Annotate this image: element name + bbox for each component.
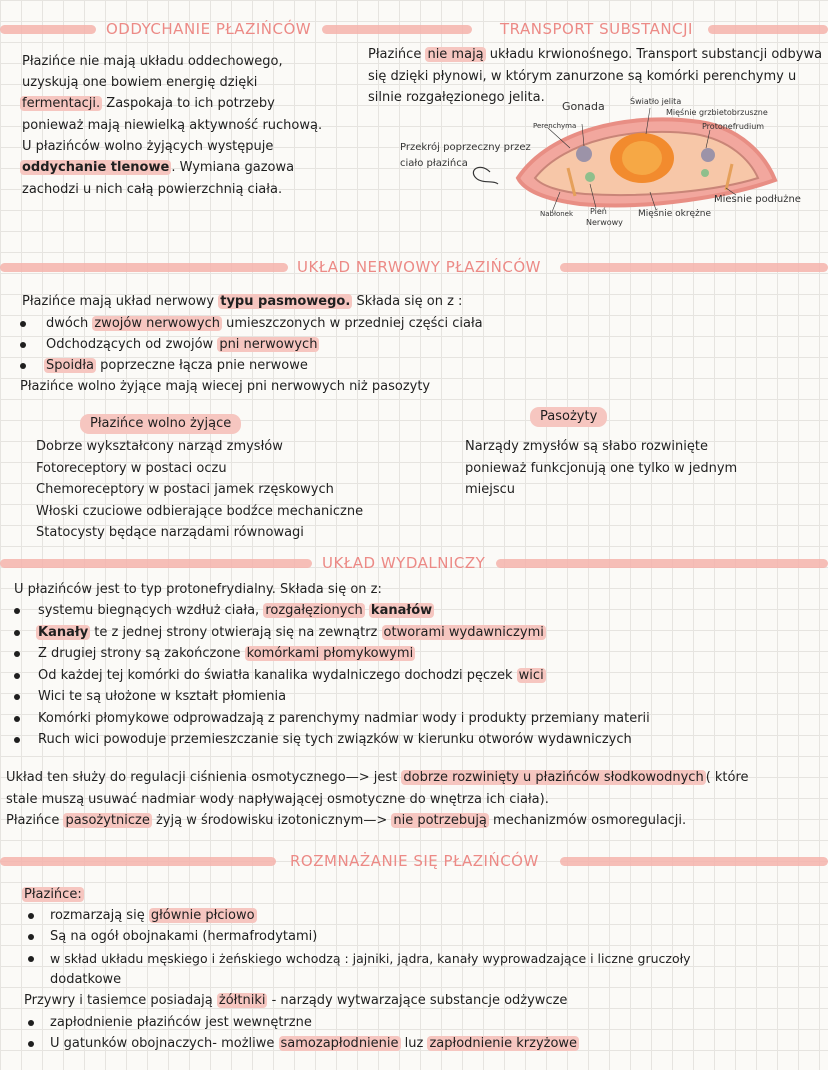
header-bar [496,559,828,568]
text-line: ponieważ mają niewielką aktywność ruchową. [22,118,323,133]
text-line [6,769,749,787]
text-line: Płazińce nie mają układu oddechowego, [22,54,283,69]
text: umieszczonych w przedniej części ciała [221,316,483,331]
text: ( które [705,770,749,785]
text: luz [400,1036,428,1051]
bullet [14,694,20,700]
bullet [20,321,26,327]
bullet [28,1020,34,1026]
text: Zaspokaja to ich potrzeby [102,96,275,111]
text-line: ponieważ funkcjonują one tylko w jednym [465,461,738,476]
text: poprzeczne łącza pnie nerwowe [95,358,308,373]
bullet [28,913,34,919]
text: dwóch [46,316,93,331]
text-line [6,812,686,830]
text: żyją w środowisku izotonicznym—> [151,813,392,828]
text: mechanizmów osmoregulacji. [488,813,687,828]
text-line: stale muszą usuwać nadmiar wody napływającej osmotyczne do wnętrza ich ciała). [6,792,549,807]
text-line: Płazińce wolno żyjące mają wiecej pni nerwowych niż pasozyty [20,379,431,394]
text-line: uzyskują one bowiem energię dzięki [22,75,258,90]
highlight: zapłodnienie krzyżowe [429,1036,578,1051]
text-line: U płazińców jest to typ protonefrydialny. Składa się on z: [14,582,382,597]
cross-section-diagram [400,97,828,230]
highlight: Spoidła [46,358,94,373]
text: te z jednej strony otwierają się na zewnątrz [90,625,382,640]
bullet-item: Wici te są ułożone w kształt płomienia [38,689,287,704]
bullet [28,934,34,940]
highlight: pasożytnicze [65,813,150,828]
list-item: Włoski czuciowe odbierające bodźce mechaniczne [36,504,364,519]
bullet-item: w skład układu męskiego i żeńskiego wchodzą : jajniki, jądra, kanały wyprowadzające i liczne gruczoły [50,951,691,966]
highlight: samozapłodnienie [280,1036,399,1051]
label-miesnie-podluzne: Miesnie podłużne [714,194,801,205]
text: rozmarzają się [50,908,149,923]
highlight: pni nerwowych [219,337,318,352]
text: Od każdej tej komórki do światła kanalika wydalniczego dochodzi pęczek [38,668,517,683]
highlight: rozgałęzionych [265,603,363,618]
bullet-item [38,602,434,620]
text-line [22,293,462,311]
text: Płazińce mają układ nerwowy [22,294,219,309]
highlight: otworami wydawniczymi [383,625,544,640]
bullet-item [36,624,546,642]
bullet-item [44,357,308,375]
highlight: nie potrzebują [393,813,487,828]
text: Układ ten służy do regulacji ciśnienia osmotycznego—> jest [6,770,402,785]
section-title-oddychanie: ODDYCHANIE PŁAZIŃCÓW [106,20,312,38]
diagram-caption: ciało płazińca [400,158,468,169]
text: U gatunków obojnaczych- możliwe [50,1036,279,1051]
label-miesnie-okrezne: Mięśnie okrężne [638,209,712,219]
bullet-item [50,1035,579,1053]
highlight: oddychanie tlenowe [22,160,170,175]
text-line: Narządy zmysłów są słabo rozwinięte [465,439,708,454]
text: Przywry i tasiemce posiadają [24,993,217,1008]
label-pien: Pień [590,207,607,216]
bullet [14,651,20,657]
section-title-transport: TRANSPORT SUBSTANCJI [500,20,693,38]
text-line [20,95,275,113]
bullet [20,342,26,348]
label-perenchyma: Perenchyma [533,122,577,130]
subheading-parasites: Pasożyty [530,407,607,427]
highlight: wici [518,668,544,683]
highlight: głównie płciowo [150,908,255,923]
header-bar [0,25,96,34]
section-title-wydalniczy: UKŁAD WYDALNICZY [322,554,486,572]
text-line: zachodzi u nich całą powierzchnią ciała. [22,182,283,197]
bullet-item [50,907,257,925]
list-item: Fotoreceptory w postaci oczu [36,461,227,476]
bullet-item [38,667,546,685]
text: Płazińce [6,813,64,828]
text: Płazińce [368,47,426,62]
text: Odchodzących od zwojów [46,337,218,352]
bullet [28,1041,34,1047]
text-line: silnie rozgałęzionego jelita. [368,90,545,105]
highlight: Płazińce: [24,887,82,902]
highlight: fermentacji. [22,96,101,111]
text: - narządy wytwarzające substancje odżywcze [267,993,568,1008]
bullet-item: Ruch wici powoduje przemieszczanie się tych związków w kierunku otworów wydawniczych [38,732,632,747]
bullet-item [46,336,319,354]
label-swiatlo-jelita: Światło jelita [630,97,682,106]
text: . Wymiana gazowa [171,160,295,175]
text-line: U płazińców wolno żyjących występuje [22,139,274,154]
text: Składa się on z : [352,294,463,309]
bullet-item-continuation: dodatkowe [50,972,122,987]
header-bar [0,263,288,272]
header-bar [560,263,828,272]
bullet [14,737,20,743]
text: systemu biegnących wzdłuż ciała, [38,603,264,618]
header-bar [0,559,312,568]
bullet [20,363,26,369]
subheading-free-living: Płazińce wolno żyjące [80,414,241,434]
highlight: kanałów [370,603,433,618]
highlight: typu pasmowego. [220,294,351,309]
bullet [14,673,20,679]
text: Z drugiej strony są zakończone [38,646,245,661]
label-nerwowy: Nerwowy [586,218,623,227]
header-bar [0,857,276,866]
list-item: Dobrze wykształcony narząd zmysłów [36,439,283,454]
bullet-item [38,645,415,663]
bullet-item [46,315,483,333]
bullet-item: Komórki płomykowe odprowadzają z parenchymy nadmiar wody i produkty przemiany materii [38,711,650,726]
list-item: Statocysty będące narządami równowagi [36,525,304,540]
label-miesnie-grzbietobrzuszne: Mięśnie grzbietobrzuszne [666,108,768,117]
text-line [20,159,294,177]
diagram-caption: Przekrój poprzeczny przez [400,142,531,153]
text-line [22,886,84,904]
text-line [24,992,567,1010]
text-line: się dzięki płynowi, w którym zanurzone są komórki perenchymy u [368,69,797,84]
section-title-nerwowy: UKŁAD NERWOWY PŁAZIŃCÓW [297,258,542,276]
header-bar [560,857,828,866]
text: układu krwionośnego. Transport substancji odbywa [485,47,823,62]
text-line [368,46,822,64]
section-title-rozmnazanie: ROZMNAŻANIE SIĘ PŁAZIŃCÓW [290,852,539,870]
label-gonada: Gonada [562,100,605,113]
bullet [14,630,20,636]
label-nablonek: Nabłonek [540,210,574,218]
bullet-item: Są na ogół obojnakami (hermafrodytami) [50,929,318,944]
text-line: miejscu [465,482,516,497]
label-protonefrudium: Protonefrudium [702,122,765,131]
highlight: żółtniki [218,993,266,1008]
bullet [28,956,34,962]
bullet [14,608,20,614]
highlight: zwojów nerwowych [94,316,220,331]
highlight: Kanały [38,625,89,640]
highlight: dobrze rozwinięty u płazińców słodkowodnych [403,770,704,785]
bullet-item: zapłodnienie płazińców jest wewnętrzne [50,1015,312,1030]
header-bar [708,25,828,34]
highlight: nie mają [427,47,484,62]
list-item: Chemoreceptory w postaci jamek rzęskowych [36,482,334,497]
highlight: komórkami płomykowymi [246,646,414,661]
bullet [14,716,20,722]
